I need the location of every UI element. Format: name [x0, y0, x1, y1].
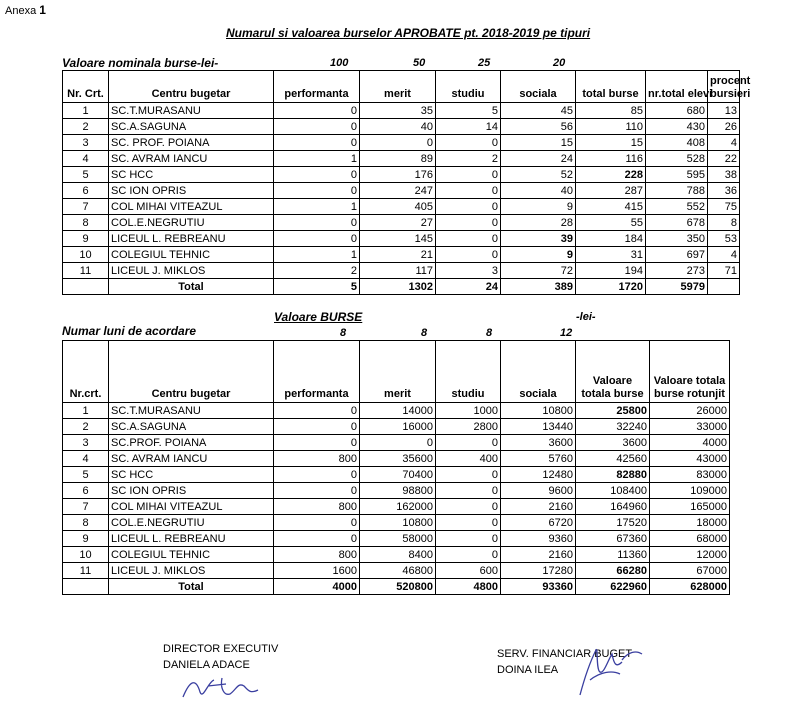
table-cell: COLEGIUL TEHNIC: [109, 247, 274, 263]
table-cell: 28: [501, 215, 576, 231]
table-row: [63, 135, 740, 151]
total-label: Total: [109, 279, 274, 295]
table-cell: SC.T.MURASANU: [109, 103, 274, 119]
table-cell: 3: [436, 263, 501, 279]
table-row: [63, 435, 730, 451]
annex-word: Anexa: [5, 5, 37, 17]
table-cell: 109000: [650, 483, 730, 499]
table-cell: 17280: [501, 563, 576, 579]
table-cell: 9: [63, 231, 109, 247]
table-cell: 7: [63, 499, 109, 515]
table-cell: 1000: [436, 403, 501, 419]
signature-left: [178, 672, 268, 702]
table-cell: SC.A.SAGUNA: [109, 419, 274, 435]
table-cell: 26: [708, 119, 740, 135]
table-cell: 273: [646, 263, 708, 279]
table-cell: 98800: [360, 483, 436, 499]
table-cell: 228: [576, 167, 646, 183]
months-sociala: 12: [560, 327, 573, 339]
table-cell: 0: [274, 231, 360, 247]
table-row: [63, 547, 730, 563]
col-header: Valoare totala burse rotunjit: [650, 341, 730, 403]
table-cell: 0: [360, 135, 436, 151]
table-row: [63, 515, 730, 531]
table-cell: SC. PROF. POIANA: [109, 135, 274, 151]
table-cell: 39: [501, 231, 576, 247]
col-header: sociala: [501, 71, 576, 103]
table-cell: 0: [274, 135, 360, 151]
table-cell: LICEUL J. MIKLOS: [109, 563, 274, 579]
table-cell: 6720: [501, 515, 576, 531]
total-cell: [708, 279, 740, 295]
table-cell: 0: [274, 515, 360, 531]
table-cell: 3: [63, 135, 109, 151]
table-cell: 184: [576, 231, 646, 247]
unit-label: -lei-: [576, 311, 596, 323]
table-row: [63, 483, 730, 499]
table-cell: 0: [436, 515, 501, 531]
table-cell: SC.PROF. POIANA: [109, 435, 274, 451]
table-cell: 415: [576, 199, 646, 215]
table-cell: [63, 579, 109, 595]
nominal-merit: 50: [413, 57, 426, 69]
table-cell: 13440: [501, 419, 576, 435]
table-cell: 678: [646, 215, 708, 231]
table-cell: 10800: [360, 515, 436, 531]
table-cell: 2160: [501, 547, 576, 563]
table-cell: 32240: [576, 419, 650, 435]
col-header: studiu: [436, 341, 501, 403]
months-studiu: 8: [486, 327, 493, 339]
table-cell: 287: [576, 183, 646, 199]
table-row: [63, 231, 740, 247]
table-cell: 43000: [650, 451, 730, 467]
table-cell: SC ION OPRIS: [109, 483, 274, 499]
table-cell: 1: [63, 403, 109, 419]
table-cell: 1: [63, 103, 109, 119]
table-row: [63, 215, 740, 231]
table-cell: 89: [360, 151, 436, 167]
table-cell: 18000: [650, 515, 730, 531]
table-cell: 24: [501, 151, 576, 167]
total-cell: 1302: [360, 279, 436, 295]
table-cell: 2800: [436, 419, 501, 435]
table-cell: 0: [274, 183, 360, 199]
table-cell: 26000: [650, 403, 730, 419]
table-cell: 12000: [650, 547, 730, 563]
table-bursa-count: [62, 70, 751, 295]
table-cell: 3600: [501, 435, 576, 451]
table-bursa-value: [62, 340, 730, 595]
table-cell: 38: [708, 167, 740, 183]
table-cell: 27: [360, 215, 436, 231]
table-cell: 405: [360, 199, 436, 215]
table-cell: 11: [63, 263, 109, 279]
table-row: [63, 167, 740, 183]
table-cell: 72: [501, 263, 576, 279]
table-cell: 194: [576, 263, 646, 279]
table-cell: 595: [646, 167, 708, 183]
table-cell: 5: [63, 167, 109, 183]
table-cell: 0: [436, 499, 501, 515]
table-cell: 58000: [360, 531, 436, 547]
table-cell: 67360: [576, 531, 650, 547]
table-cell: 33000: [650, 419, 730, 435]
table-cell: 0: [436, 231, 501, 247]
table-cell: SC HCC: [109, 167, 274, 183]
page-title: Numarul si valoarea burselor APROBATE pt. 2018-2019 pe tipuri: [226, 26, 591, 40]
table1-header-row: [63, 71, 740, 103]
table-cell: 0: [436, 199, 501, 215]
table-cell: 0: [274, 419, 360, 435]
table-cell: 67000: [650, 563, 730, 579]
table-cell: 7: [63, 199, 109, 215]
table-cell: 2: [63, 119, 109, 135]
table-cell: 5: [63, 467, 109, 483]
table-cell: 25800: [576, 403, 650, 419]
table-cell: 8400: [360, 547, 436, 563]
table-cell: 0: [436, 167, 501, 183]
total-cell: 93360: [501, 579, 576, 595]
table-cell: 2: [436, 151, 501, 167]
total-cell: 4800: [436, 579, 501, 595]
nominal-label: Valoare nominala burse-lei-: [62, 56, 219, 70]
table-cell: 75: [708, 199, 740, 215]
table-cell: 14: [436, 119, 501, 135]
table-row: [63, 419, 730, 435]
table-cell: 9: [501, 247, 576, 263]
table-cell: 800: [274, 499, 360, 515]
sig-left-name: DANIELA ADACE: [163, 659, 250, 671]
months-label: Numar luni de acordare: [62, 324, 197, 338]
table-cell: 528: [646, 151, 708, 167]
col-header: Valoare totala burse: [576, 341, 650, 403]
table-cell: 0: [436, 467, 501, 483]
table-cell: 9360: [501, 531, 576, 547]
months-performanta: 8: [340, 327, 347, 339]
table-cell: 697: [646, 247, 708, 263]
table-cell: 0: [436, 483, 501, 499]
table-cell: 9: [63, 531, 109, 547]
total-cell: 4000: [274, 579, 360, 595]
nominal-sociala: 20: [553, 57, 566, 69]
total-label: Total: [109, 579, 274, 595]
table-cell: 11360: [576, 547, 650, 563]
table-cell: SC.A.SAGUNA: [109, 119, 274, 135]
total-row: [63, 279, 740, 295]
table-row: [63, 403, 730, 419]
table-cell: 1600: [274, 563, 360, 579]
table-cell: SC HCC: [109, 467, 274, 483]
col-header: Centru bugetar: [109, 71, 274, 103]
col-header: sociala: [501, 341, 576, 403]
total-row: [63, 579, 730, 595]
table-cell: SC ION OPRIS: [109, 183, 274, 199]
table-cell: 408: [646, 135, 708, 151]
table-cell: 55: [576, 215, 646, 231]
table-row: [63, 263, 740, 279]
table-cell: 0: [274, 103, 360, 119]
table2-header-row: [63, 341, 730, 403]
table-cell: 35600: [360, 451, 436, 467]
table-cell: 0: [436, 215, 501, 231]
table-cell: 40: [501, 183, 576, 199]
table-cell: 0: [436, 183, 501, 199]
table-cell: 788: [646, 183, 708, 199]
table-cell: 53: [708, 231, 740, 247]
table-cell: 0: [274, 531, 360, 547]
table-cell: 145: [360, 231, 436, 247]
table-cell: 36: [708, 183, 740, 199]
col-header: nr.total elevi: [646, 71, 708, 103]
table-cell: 85: [576, 103, 646, 119]
table-cell: 21: [360, 247, 436, 263]
table-cell: 1: [274, 151, 360, 167]
table-cell: 9600: [501, 483, 576, 499]
table-row: [63, 103, 740, 119]
total-cell: 628000: [650, 579, 730, 595]
table-cell: 108400: [576, 483, 650, 499]
table-row: [63, 499, 730, 515]
table-cell: 11: [63, 563, 109, 579]
table-row: [63, 247, 740, 263]
table-cell: 45: [501, 103, 576, 119]
col-header: studiu: [436, 71, 501, 103]
table-cell: SC.T.MURASANU: [109, 403, 274, 419]
table-cell: 117: [360, 263, 436, 279]
col-header: performanta: [274, 71, 360, 103]
table-row: [63, 563, 730, 579]
table-cell: 552: [646, 199, 708, 215]
col-header: Nr.crt.: [63, 341, 109, 403]
table-cell: 0: [360, 435, 436, 451]
table-cell: 40: [360, 119, 436, 135]
col-header: total burse: [576, 71, 646, 103]
total-cell: 5: [274, 279, 360, 295]
table-cell: COL MIHAI VITEAZUL: [109, 199, 274, 215]
table-cell: SC. AVRAM IANCU: [109, 451, 274, 467]
table-cell: 5760: [501, 451, 576, 467]
col-header: procent bursieri: [708, 71, 740, 103]
table-cell: 10800: [501, 403, 576, 419]
table-cell: LICEUL J. MIKLOS: [109, 263, 274, 279]
table-cell: COLEGIUL TEHNIC: [109, 547, 274, 563]
table-cell: 8: [708, 215, 740, 231]
table-cell: 162000: [360, 499, 436, 515]
table-row: [63, 451, 730, 467]
table-cell: LICEUL L. REBREANU: [109, 531, 274, 547]
table-cell: 15: [576, 135, 646, 151]
table-cell: 42560: [576, 451, 650, 467]
sig-right-title: SERV. FINANCIAR BUGET: [497, 648, 633, 660]
total-cell: 5979: [646, 279, 708, 295]
table-cell: 68000: [650, 531, 730, 547]
col-header: Centru bugetar: [109, 341, 274, 403]
table-cell: 2: [274, 263, 360, 279]
col-header: performanta: [274, 341, 360, 403]
table-cell: COL.E.NEGRUTIU: [109, 515, 274, 531]
total-cell: 24: [436, 279, 501, 295]
table-row: [63, 531, 730, 547]
table-cell: 800: [274, 547, 360, 563]
table-cell: 16000: [360, 419, 436, 435]
table-cell: 4: [708, 247, 740, 263]
table-row: [63, 151, 740, 167]
table-cell: 9: [501, 199, 576, 215]
table-cell: 680: [646, 103, 708, 119]
table-cell: 71: [708, 263, 740, 279]
table-cell: 800: [274, 451, 360, 467]
table-cell: 10: [63, 547, 109, 563]
table-cell: 56: [501, 119, 576, 135]
table-cell: 5: [436, 103, 501, 119]
table-cell: 400: [436, 451, 501, 467]
table-cell: 46800: [360, 563, 436, 579]
table-cell: 430: [646, 119, 708, 135]
table-cell: SC. AVRAM IANCU: [109, 151, 274, 167]
total-cell: 520800: [360, 579, 436, 595]
table-cell: 2: [63, 419, 109, 435]
table-cell: 0: [274, 435, 360, 451]
table-cell: 600: [436, 563, 501, 579]
table-cell: 110: [576, 119, 646, 135]
sig-right-name: DOINA ILEA: [497, 664, 559, 676]
table-cell: 31: [576, 247, 646, 263]
table-cell: 0: [274, 119, 360, 135]
table-cell: LICEUL L. REBREANU: [109, 231, 274, 247]
table-row: [63, 467, 730, 483]
total-cell: 389: [501, 279, 576, 295]
table-cell: 6: [63, 483, 109, 499]
sig-left-title: DIRECTOR EXECUTIV: [163, 643, 279, 655]
table-cell: 10: [63, 247, 109, 263]
table-cell: 164960: [576, 499, 650, 515]
table-cell: 0: [436, 435, 501, 451]
months-merit: 8: [421, 327, 428, 339]
table-cell: 4000: [650, 435, 730, 451]
table-cell: 4: [708, 135, 740, 151]
table-cell: 8: [63, 215, 109, 231]
nominal-studiu: 25: [478, 57, 491, 69]
table-cell: 116: [576, 151, 646, 167]
table-cell: 4: [63, 151, 109, 167]
section-title-valoare: Valoare BURSE: [274, 310, 363, 324]
table-cell: 176: [360, 167, 436, 183]
table-cell: 70400: [360, 467, 436, 483]
table-cell: 0: [436, 547, 501, 563]
table-cell: 17520: [576, 515, 650, 531]
col-header: merit: [360, 71, 436, 103]
table-cell: 83000: [650, 467, 730, 483]
nominal-performanta: 100: [330, 57, 349, 69]
table-cell: 3: [63, 435, 109, 451]
table-cell: 52: [501, 167, 576, 183]
table-cell: 15: [501, 135, 576, 151]
annex-number: 1: [39, 3, 46, 17]
total-cell: 1720: [576, 279, 646, 295]
table-cell: 0: [436, 531, 501, 547]
table-cell: 22: [708, 151, 740, 167]
table-cell: 247: [360, 183, 436, 199]
table-row: [63, 183, 740, 199]
table-cell: 0: [274, 403, 360, 419]
table-cell: 3600: [576, 435, 650, 451]
col-header: merit: [360, 341, 436, 403]
table-cell: COL.E.NEGRUTIU: [109, 215, 274, 231]
table-cell: 0: [274, 167, 360, 183]
signature-right: [560, 640, 650, 702]
table-cell: 66280: [576, 563, 650, 579]
table-cell: 1: [274, 247, 360, 263]
col-header: Nr. Crt.: [63, 71, 109, 103]
table-cell: 165000: [650, 499, 730, 515]
total-cell: 622960: [576, 579, 650, 595]
table-cell: 4: [63, 451, 109, 467]
table-cell: 12480: [501, 467, 576, 483]
table-cell: 14000: [360, 403, 436, 419]
table-cell: 0: [436, 135, 501, 151]
table-row: [63, 119, 740, 135]
table-cell: 8: [63, 515, 109, 531]
table-row: [63, 199, 740, 215]
table-cell: COL MIHAI VITEAZUL: [109, 499, 274, 515]
table-cell: 0: [274, 467, 360, 483]
table-cell: 6: [63, 183, 109, 199]
table-cell: 35: [360, 103, 436, 119]
table-cell: 13: [708, 103, 740, 119]
table-cell: 0: [274, 215, 360, 231]
table-cell: 350: [646, 231, 708, 247]
table-cell: [63, 279, 109, 295]
table-cell: 0: [436, 247, 501, 263]
table-cell: 82880: [576, 467, 650, 483]
table-cell: 2160: [501, 499, 576, 515]
table-cell: 0: [274, 483, 360, 499]
table-cell: 1: [274, 199, 360, 215]
annex-label: [5, 3, 46, 17]
